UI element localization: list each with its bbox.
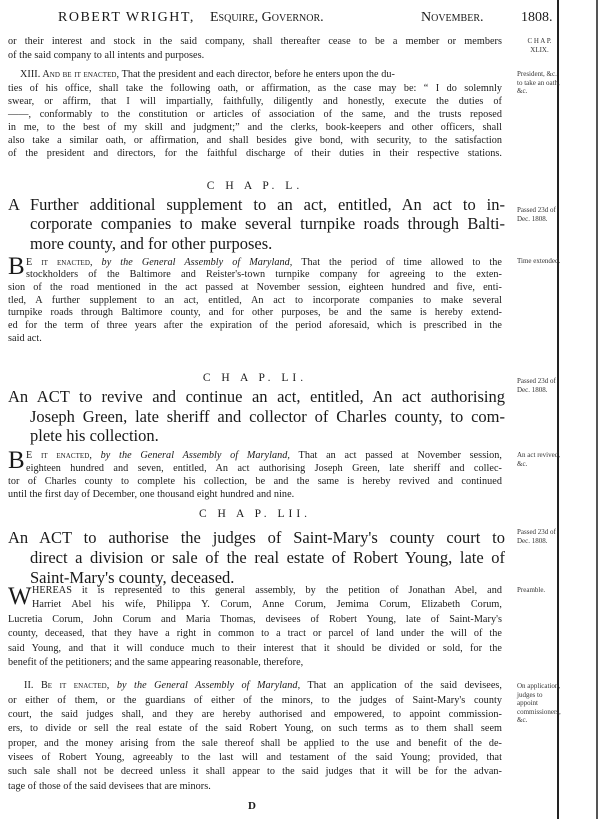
text: That an act passed at November session, (298, 450, 502, 461)
drop-cap: B (8, 253, 25, 280)
enacting-authority: by the General Assembly of Maryland, (101, 257, 293, 268)
running-head-title: Esquire, Governor. (210, 10, 324, 25)
running-head-year: 1808. (521, 10, 553, 25)
margin-note: An act revived, &c. (517, 451, 560, 468)
margin-chap-number: XLIX. (530, 45, 549, 54)
drop-cap: W (8, 583, 32, 610)
text: That the president and each director, before he enters upon the du- (121, 69, 395, 80)
passed-note: Passed 23d of Dec. 1808. (517, 206, 556, 223)
text-line: turnpike roads through Baltimore county, and for other purposes, be and the same is hereby extend- (8, 307, 502, 318)
chapter-heading: C H A P. LI. (202, 372, 308, 384)
enacting-authority: by the General Assembly of Maryland, (100, 450, 291, 461)
chapter-title-line: An ACT to authorise the judges of Saint-Mary's county court to (8, 528, 505, 547)
chapter-heading: C H A P. LII. (198, 508, 312, 520)
enacting-authority: by the General Assembly of Maryland, (116, 680, 301, 691)
text-line: visees of Robert Young, agreeably to the last will and testament of the said Young; provided, that (8, 752, 502, 763)
running-head-month: November. (421, 10, 484, 25)
text-line: county, deceased, that they have a right in common to a tract or parcel of land under the will of the (8, 628, 502, 639)
chapter-title-line: Saint-Mary's county, deceased. (30, 568, 235, 587)
chapter-title-line: plete his collection. (30, 426, 159, 445)
text-line: ties of his office, shall take the following oath, or affirmation, as the case may be: “ I do solemnly (8, 83, 502, 94)
text-line: Lucretia Corum, John Corum and Maria Thomas, devisees of Robert Young, late of Saint-Mary's (8, 614, 502, 625)
chapter-heading: C H A P. L. (206, 180, 304, 192)
text-line: or their interest and stock in the said company, shall thereafter cease to be a member or members (8, 36, 502, 47)
margin-chap: C H A P. (527, 37, 552, 45)
signature-mark: D (248, 800, 256, 812)
text: That an application of the said devisees, (307, 680, 502, 691)
margin-note: President, &c. to take an oath, &c. (517, 70, 560, 95)
text-line: eighteen hundred and seven, entitled, An act authorising Joseph Green, late sheriff and collec- (26, 463, 502, 474)
text-line: court, the said judges shall, and they are hereby authorised and empowered, to appoint commission- (8, 709, 502, 720)
text-line: in me, to the best of my skill and judgment;” and the clerks, book-keepers and other officers, shall (8, 122, 502, 133)
text-line: stockholders of the Baltimore and Reister's-town turnpike company for agreeing to the exten- (26, 269, 502, 280)
page-edge (596, 0, 598, 819)
text-line: proper, and the money arising from the sale thereof shall be applied to the use and benefit of the de- (8, 738, 502, 749)
text-line: ——, conformably to the constitution or articles of association of the same, and the trusts reposed (8, 109, 502, 120)
text-line: tor of Charles county to complete his collection, be and the same is hereby revived and continued (8, 476, 502, 487)
drop-cap: B (8, 447, 25, 474)
text-line: until the first day of December, one thousand eight hundred and nine. (8, 489, 295, 500)
margin-chap-label (517, 37, 562, 54)
enacting-lead: E it enacted, (26, 257, 93, 268)
text-line: tled, A further supplement to an act, entitled, An act to incorporate companies to make several (8, 295, 502, 306)
enacting-clause (26, 257, 502, 268)
section-lead: II. Be it enacted, (24, 680, 110, 691)
text-line: tage of those of the said devisees that are minors. (8, 781, 211, 792)
text-line: also take a similar oath, or affirmation, and shall besides give bond, with security, to the satisfaction (8, 135, 502, 146)
text-line: or either of them, or the guardians of either of the minors, to the judges of Saint-Mary's county (8, 695, 502, 706)
text-line: sion of the road mentioned in the act passed at November session, eighteen hundred and five, enti- (8, 282, 502, 293)
text-line: of the president and directors, for the faithful discharge of their duties in their respective stations. (8, 148, 502, 159)
passed-note: Passed 23d of Dec. 1808. (517, 377, 556, 394)
passed-note: Passed 23d of Dec. 1808. (517, 528, 556, 545)
text-line: said Young, and that it will conduce much to their interest that it should be divided or sold, for the (8, 643, 502, 654)
text-line: such sale shall not be decreed unless it shall appear to the said judges that it will be for the advan- (8, 766, 502, 777)
margin-note: On application, judges to appoint commissioners, &c. (517, 682, 561, 724)
text-line: of the said company to all intents and purposes. (8, 50, 205, 61)
text-line: HEREAS it is represented to this general assembly, by the petition of Jonathan Abel, and (32, 585, 502, 596)
chapter-title-line: corporate companies to make several turnpike roads through Balti- (30, 214, 505, 233)
text: That the period of time allowed to the (301, 257, 502, 268)
enacting-clause (26, 450, 502, 461)
text-line: ed for the term of three years after the expiration of the period aforesaid, which is prescribed in the (8, 320, 502, 331)
chapter-title-line: An ACT to revive and continue an act, entitled, An act authorising (8, 387, 505, 406)
text-line: Harriet Abel his wife, Philippa Y. Corum, Anne Corum, Jemima Corum, Elizabeth Corum, (32, 599, 502, 610)
text-line: swear, or affirm, that I will impartially, faithfully, diligently and honestly, execute the duties of (8, 96, 502, 107)
chapter-title-line: A Further additional supplement to an act, entitled, An act to in- (8, 195, 505, 214)
margin-note: Time extended. (517, 257, 561, 265)
chapter-title-line: more county, and for other purposes. (30, 234, 273, 253)
section-2-first-line (24, 680, 502, 691)
text-line: benefit of the petitioners; and the same appearing reasonable, therefore, (8, 657, 304, 668)
chapter-title-line: Joseph Green, late sheriff and collector of Charles county, to com- (30, 407, 505, 426)
section-13-first-line (20, 69, 502, 80)
chapter-title-line: direct a division or sale of the real estate of Robert Young, late of (30, 548, 505, 567)
text-line: ers, to divide or sell the real estate of the said Robert Young, on such terms as to them shall seem (8, 723, 502, 734)
section-lead: XIII. And be it enacted, (20, 69, 120, 80)
text-line: said act. (8, 333, 42, 344)
enacting-lead: E it enacted, (26, 450, 92, 461)
running-head-name: ROBERT WRIGHT, (58, 10, 195, 25)
margin-note: Preamble. (517, 586, 546, 594)
